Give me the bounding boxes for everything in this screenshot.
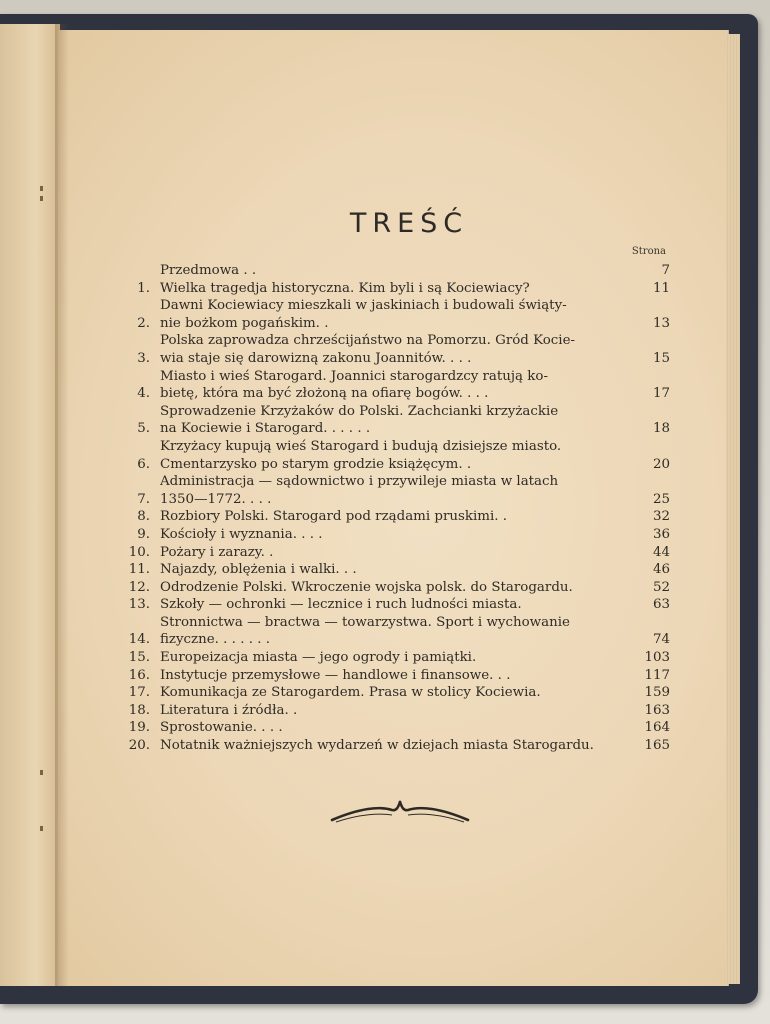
table-of-contents [118,262,670,755]
toc-entry-page: 63 [652,597,670,613]
toc-entry-number: 17. [128,685,150,701]
toc-entry-title: Pożary i zarazy. . [160,544,274,560]
toc-entry-number: 19. [128,720,150,736]
toc-entry-number: 8. [137,509,150,525]
toc-entry-number: 9. [137,526,150,542]
toc-entry-title: Administracja — sądownictwo i przywileje miasta w latach 1350—1772. . . . [160,474,559,507]
toc-entry-number: 11. [128,562,150,578]
toc-entry-page: 17 [652,386,670,402]
toc-entry-title: Polska zaprowadza chrześcijaństwo na Pomorzu. Gród Kocie- wia staje się darowizną zakonu Joannitów. . . . [160,333,576,366]
toc-entry-page: 164 [644,720,670,736]
toc-entry-page: 11 [652,280,670,296]
toc-entry-title: Odrodzenie Polski. Wkroczenie wojska polsk. do Starogardu. [160,579,573,595]
toc-entry-number: 18. [128,702,150,718]
toc-entry-number: 2. [137,315,150,331]
toc-entry [118,368,670,403]
toc-entry [118,526,670,544]
toc-entry-page: 159 [644,685,670,701]
book-gutter [55,24,69,986]
toc-entry-number: 1. [137,280,150,296]
toc-entry [118,544,670,562]
toc-entry [118,667,670,685]
toc-entry-title: Kościoły i wyznania. . . . [160,526,323,542]
toc-entry-title: Literatura i źródła. . [160,702,298,718]
toc-entry [118,719,670,737]
toc-entry-title: Szkoły — ochronki — lecznice i ruch ludności miasta. [160,597,522,613]
toc-entry-title: Miasto i wieś Starogard. Joannici starogardzcy ratują ko- bietę, która ma być złożoną na ofiarę bogów. . . . [160,368,548,402]
toc-entry [118,280,670,298]
toc-entry-title: Rozbiory Polski. Starogard pod rządami pruskimi. . [160,509,508,525]
toc-entry-title: Instytucje przemysłowe — handlowe i finansowe. . . [160,667,511,683]
toc-entry-page: 13 [652,315,670,331]
toc-entry-title: Komunikacja ze Starogardem. Prasa w stolicy Kociewia. [160,685,541,701]
page-heading: TREŚĆ [349,208,469,239]
toc-entry-page: 165 [644,738,670,754]
toc-entry-page: 52 [652,579,670,595]
toc-entry-page: 20 [652,456,670,472]
toc-entry-page: 163 [644,702,670,718]
toc-entry-page: 103 [644,650,670,666]
binding-stitch [40,826,43,831]
toc-entry [118,579,670,597]
toc-entry-title: Wielka tragedja historyczna. Kim byli i są Kociewiacy? [160,280,530,296]
toc-entry [118,438,670,473]
toc-entry-page: 18 [652,421,670,437]
binding-stitch [40,196,43,201]
toc-entry-page: 44 [652,544,670,560]
toc-entry [118,702,670,720]
toc-entry-number: 5. [137,421,150,437]
toc-entry-title: Stronnictwa — bractwa — towarzystwa. Sport i wychowanie fizyczne. . . . . . . [160,614,570,648]
toc-entry-page: 36 [652,526,670,542]
toc-entry [118,297,670,332]
toc-entry-number: 20. [128,738,150,754]
toc-entry [118,508,670,526]
toc-entry [118,403,670,438]
toc-entry-number: 16. [128,667,150,683]
toc-entry-number: 13. [128,597,150,613]
toc-entry [118,684,670,702]
page-column-label: Strona [631,246,666,257]
toc-entry-title: Dawni Kociewiacy mieszkali w jaskiniach i budowali świąty- nie bożkom pogańskim. . [160,298,567,331]
toc-entry-number: 4. [137,386,150,402]
toc-entry-page: 117 [644,667,670,683]
toc-entry [118,649,670,667]
toc-entry-page: 32 [652,509,670,525]
toc-entry-page: 74 [652,632,670,648]
toc-entry-number: 15. [128,650,150,666]
toc-entry-page: 46 [652,562,670,578]
toc-entry-title: Sprowadzenie Krzyżaków do Polski. Zachcianki krzyżackie na Kociewie i Starogard. . . . . . [160,403,559,437]
toc-entry-number: 6. [137,456,150,472]
toc-entry-number: 3. [137,350,150,366]
toc-entry-title: Przedmowa . . [160,263,257,278]
toc-entry-title: Krzyżacy kupują wieś Starogard i budują dzisiejsze miasto. Cmentarzysko po starym grodzie książęcym. . [160,438,562,472]
toc-entry-number: 7. [137,491,150,507]
toc-entry-page: 15 [652,350,670,366]
toc-entry-title: Notatnik ważniejszych wydarzeń w dziejach miasta Starogardu. [160,738,594,754]
toc-entry [118,262,670,280]
toc-entry-number: 12. [128,579,150,595]
toc-entry-page: 7 [661,263,670,278]
binding-stitch [40,770,43,775]
toc-entry-number: 14. [128,632,150,648]
toc-entry-title: Najazdy, oblężenia i walki. . . [160,562,357,578]
toc-entry [118,614,670,649]
decorative-ornament-icon [330,798,470,828]
toc-entry-title: Europeizacja miasta — jego ogrody i pamiątki. [160,650,477,666]
toc-entry [118,561,670,579]
left-page [0,24,60,986]
binding-stitch [40,186,43,191]
toc-entry [118,737,670,755]
page-edges [726,34,740,984]
toc-entry-title: Sprostowanie. . . . [160,720,283,736]
toc-entry [118,332,670,367]
toc-entry-number: 10. [128,544,150,560]
toc-entry [118,596,670,614]
toc-entry-page: 25 [652,491,670,507]
toc-entry [118,473,670,508]
